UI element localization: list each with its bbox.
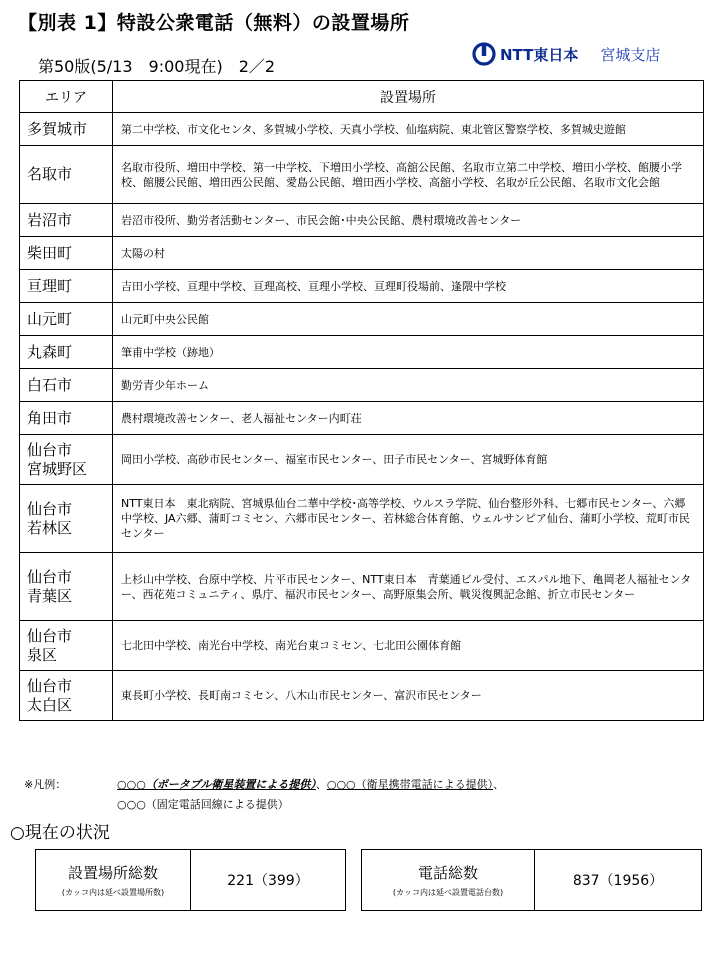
legend-separator: 、 [493, 778, 505, 791]
phones-total-label-cell [362, 850, 535, 910]
phones-total-box [361, 849, 702, 911]
area-cell: 名取市 [20, 146, 113, 204]
branch-name: 宮城支店 [600, 45, 661, 64]
legend-fixed: ○○○（固定電話回線による提供） [117, 798, 289, 811]
locations-total-box [35, 849, 346, 911]
legend-satellite: ○○○（衛星携帯電話による提供） [326, 778, 494, 791]
area-cell: 仙台市 若林区 [20, 485, 113, 553]
locations-cell: 岡田小学校、高砂市民センター、福室市民センター、田子市民センター、宮城野体育館 [113, 435, 704, 485]
table-row [20, 553, 704, 621]
locations-cell: 山元町中央公民館 [113, 303, 704, 336]
table-row [20, 270, 704, 303]
table-row [20, 671, 704, 721]
status-heading: ○現在の状況 [10, 823, 110, 843]
area-cell: 柴田町 [20, 237, 113, 270]
phones-total-sublabel: (カッコ内は延べ設置電話台数) [392, 888, 504, 897]
area-cell: 山元町 [20, 303, 113, 336]
area-cell: 仙台市 青葉区 [20, 553, 113, 621]
table-row [20, 402, 704, 435]
locations-cell: 筆甫中学校（跡地） [113, 336, 704, 369]
locations-total-sublabel: (カッコ内は延べ設置場所数) [61, 888, 165, 897]
area-cell: 角田市 [20, 402, 113, 435]
area-cell: 仙台市 泉区 [20, 621, 113, 671]
area-header: エリア [20, 81, 113, 113]
table-row [20, 485, 704, 553]
locations-total-value: 221（399） [227, 873, 309, 889]
edition-info: 第50版(5/13 9:00現在) 2／2 [38, 57, 276, 76]
table-row [20, 336, 704, 369]
table-header-row [20, 81, 704, 113]
table-row [20, 146, 704, 204]
locations-total-label: 設置場所総数 [67, 864, 158, 882]
area-cell: 多賀城市 [20, 113, 113, 146]
legend-separator: 、 [315, 778, 327, 791]
ntt-logo [472, 42, 660, 66]
area-cell: 岩沼市 [20, 204, 113, 237]
table-row [20, 113, 704, 146]
table-row [20, 435, 704, 485]
phones-total-value: 837（1956） [572, 873, 664, 889]
area-cell: 仙台市 太白区 [20, 671, 113, 721]
page-title: 【別表 1】特設公衆電話（無料）の設置場所 [18, 12, 410, 34]
area-cell: 丸森町 [20, 336, 113, 369]
locations-cell: 東長町小学校、長町南コミセン、八木山市民センター、富沢市民センター [113, 671, 704, 721]
locations-total-label-cell [36, 850, 191, 910]
locations-cell: 名取市役所、増田中学校、第一中学校、下増田小学校、高舘公民館、名取市立第二中学校、増田小学校、館腰小学校、館腰公民館、増田西公民館、愛島公民館、増田西小学校、高舘小学校、名取が丘公民館、名取市文化会館 [113, 146, 704, 204]
locations-cell: NTT東日本 東北病院、宮城県仙台二華中学校･高等学校、ウルスラ学院、仙台整形外科、七郷市民センター、六郷中学校、JA六郷、蒲町コミセン、六郷市民センター、若林総合体育館、ウェルサンピア仙台、蒲町小学校、荒町市民センター [113, 485, 704, 553]
area-cell: 亘理町 [20, 270, 113, 303]
legend-portable: ○○○（ポータブル衛星装置による提供） [117, 778, 316, 791]
locations-cell: 太陽の村 [113, 237, 704, 270]
locations-table [19, 80, 704, 721]
locations-cell: 上杉山中学校、台原中学校、片平市民センター、NTT東日本 青葉通ビル受付、エスパル地下、亀岡老人福祉センター、西花苑コミュニティ、県庁、福沢市民センター、高野原集会所、戦災復興記念館、折立市民センター [113, 553, 704, 621]
locations-cell: 岩沼市役所、勤労者活動センター、市民会館･中央公民館、農村環境改善センター [113, 204, 704, 237]
locations-header: 設置場所 [113, 81, 704, 113]
area-cell: 仙台市 宮城野区 [20, 435, 113, 485]
table-row [20, 204, 704, 237]
ntt-logo-icon [472, 42, 496, 66]
table-row [20, 303, 704, 336]
locations-cell: 農村環境改善センター、老人福祉センター内町荘 [113, 402, 704, 435]
table-row [20, 237, 704, 270]
locations-cell: 第二中学校、市文化センタ、多賀城小学校、天真小学校、仙塩病院、東北管区警察学校、多賀城史遊館 [113, 113, 704, 146]
table-row [20, 369, 704, 402]
locations-cell: 吉田小学校、亘理中学校、亘理高校、亘理小学校、亘理町役場前、逢隈中学校 [113, 270, 704, 303]
area-cell: 白石市 [20, 369, 113, 402]
legend-label: ※凡例： [24, 778, 67, 791]
locations-cell: 七北田中学校、南光台中学校、南光台東コミセン、七北田公園体育館 [113, 621, 704, 671]
logo-text: NTT東日本 [500, 45, 579, 64]
table-row [20, 621, 704, 671]
phones-total-label: 電話総数 [417, 864, 478, 882]
locations-cell: 勤労青少年ホーム [113, 369, 704, 402]
